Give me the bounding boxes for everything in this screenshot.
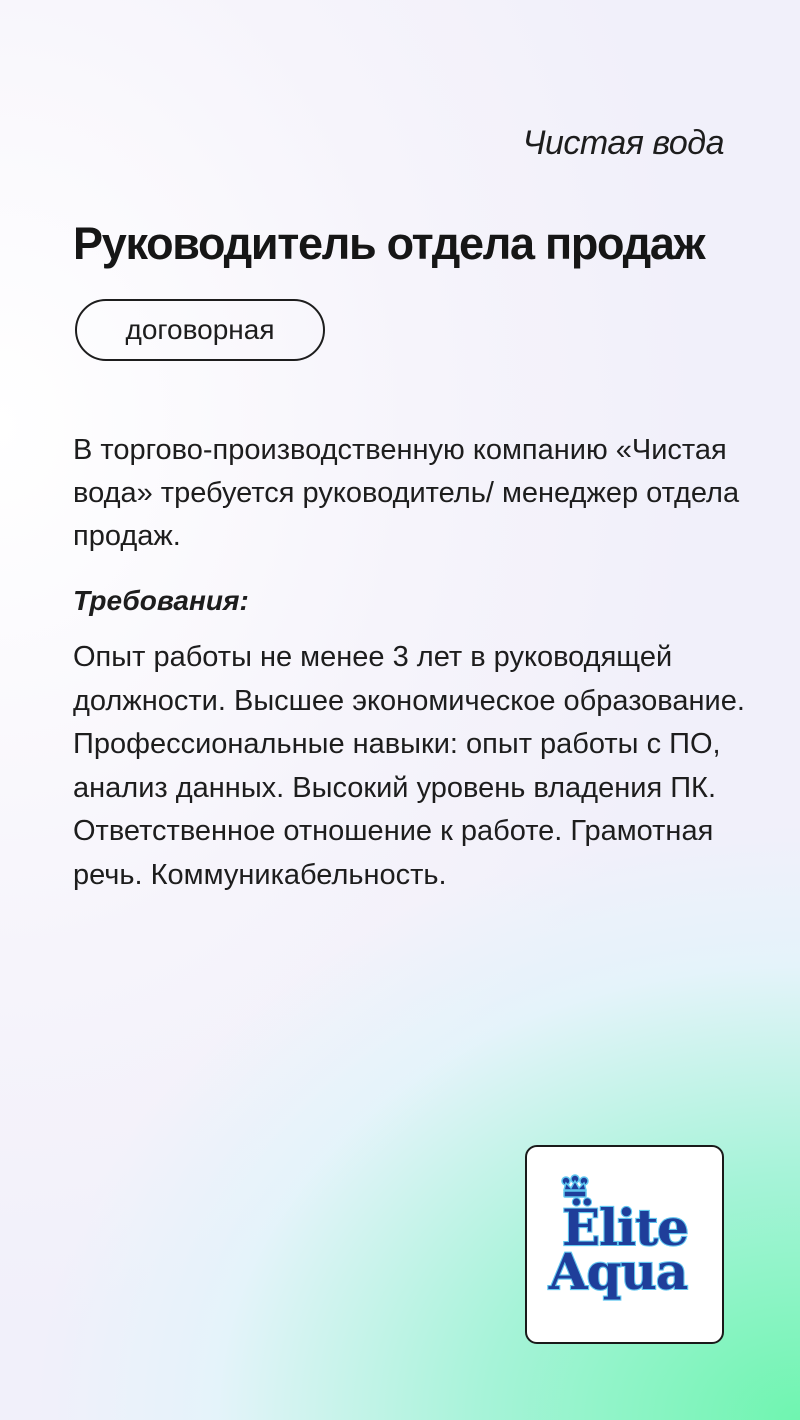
crown-icon — [562, 1175, 588, 1197]
logo-graphic — [527, 1147, 722, 1342]
requirements-text: Опыт работы не менее 3 лет в руководящей должности. Высшее экономическое образование. Профессиональные навыки: опыт работы с ПО, анализ данных. Высокий уровень владения ПК. Ответственное отношение к работе. Грамотная речь. Коммуникабельность. — [73, 641, 745, 891]
salary-badge: договорная — [75, 299, 325, 361]
logo-line-1: Ëlite — [561, 1198, 689, 1257]
intro-text: В торгово-производственную компанию «Чистая вода» требуется руководитель/ менеджер отдела продаж. — [73, 434, 740, 552]
logo-line-2: Aqua — [548, 1242, 688, 1301]
elite-aqua-logo — [525, 1145, 724, 1344]
requirements-heading: Требования: — [73, 585, 249, 616]
company-name: Чистая вода — [522, 124, 724, 162]
page-title: Руководитель отдела продаж — [73, 218, 705, 269]
